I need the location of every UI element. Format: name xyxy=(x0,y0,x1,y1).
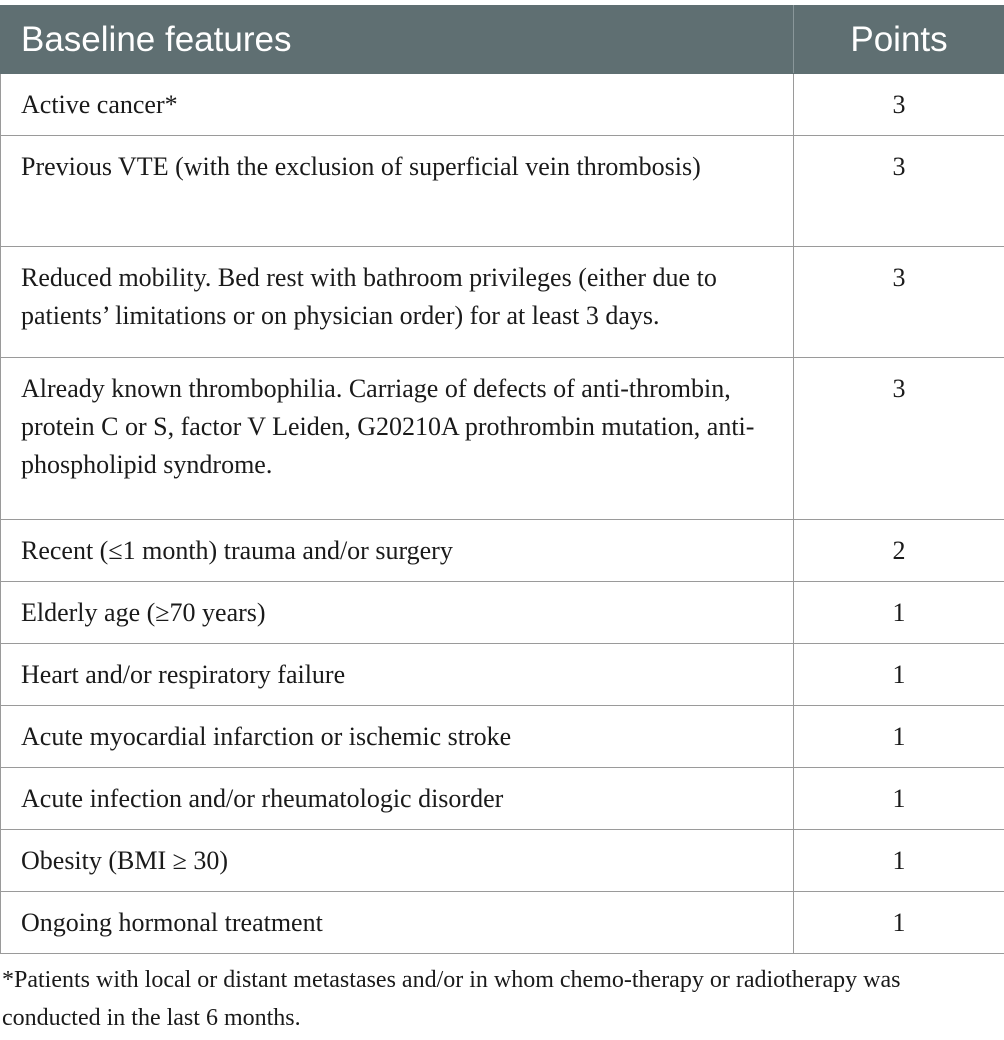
feature-cell: Recent (≤1 month) trauma and/or surgery xyxy=(1,520,794,582)
scoring-table xyxy=(0,5,1004,954)
table-row xyxy=(1,582,1004,644)
points-cell: 1 xyxy=(794,768,1004,830)
header-row xyxy=(1,6,1004,74)
points-cell: 1 xyxy=(794,830,1004,892)
table-row xyxy=(1,644,1004,706)
feature-cell: Already known thrombophilia. Carriage of defects of anti-thrombin, protein C or S, factor V Leiden, G20210A prothrombin mutation, anti-phospholipid syndrome. xyxy=(1,358,794,520)
feature-cell: Heart and/or respiratory failure xyxy=(1,644,794,706)
feature-cell: Previous VTE (with the exclusion of superficial vein thrombosis) xyxy=(1,136,794,247)
table-body xyxy=(1,74,1004,954)
feature-cell: Acute infection and/or rheumatologic disorder xyxy=(1,768,794,830)
table-row xyxy=(1,706,1004,768)
table-row xyxy=(1,247,1004,358)
table-row xyxy=(1,74,1004,136)
feature-cell: Obesity (BMI ≥ 30) xyxy=(1,830,794,892)
header-points: Points xyxy=(794,6,1004,74)
table-row xyxy=(1,830,1004,892)
table-footnote: *Patients with local or distant metastases and/or in whom chemo-therapy or radiotherapy was conducted in the last 6 months. xyxy=(2,967,901,1031)
points-cell: 1 xyxy=(794,706,1004,768)
feature-cell: Ongoing hormonal treatment xyxy=(1,892,794,954)
points-cell: 1 xyxy=(794,582,1004,644)
feature-cell: Reduced mobility. Bed rest with bathroom privileges (either due to patients’ limitations or on physician order) for at least 3 days. xyxy=(1,247,794,358)
feature-cell: Active cancer* xyxy=(1,74,794,136)
points-cell: 3 xyxy=(794,136,1004,247)
scoring-table-container xyxy=(0,5,1004,954)
table-row xyxy=(1,892,1004,954)
table-row xyxy=(1,136,1004,247)
feature-cell: Elderly age (≥70 years) xyxy=(1,582,794,644)
feature-cell: Acute myocardial infarction or ischemic stroke xyxy=(1,706,794,768)
points-cell: 3 xyxy=(794,358,1004,520)
table-row xyxy=(1,358,1004,520)
table-row xyxy=(1,520,1004,582)
points-cell: 3 xyxy=(794,74,1004,136)
header-baseline-features: Baseline features xyxy=(1,6,794,74)
table-row xyxy=(1,768,1004,830)
points-cell: 2 xyxy=(794,520,1004,582)
points-cell: 1 xyxy=(794,644,1004,706)
points-cell: 1 xyxy=(794,892,1004,954)
points-cell: 3 xyxy=(794,247,1004,358)
table-header xyxy=(1,6,1004,74)
